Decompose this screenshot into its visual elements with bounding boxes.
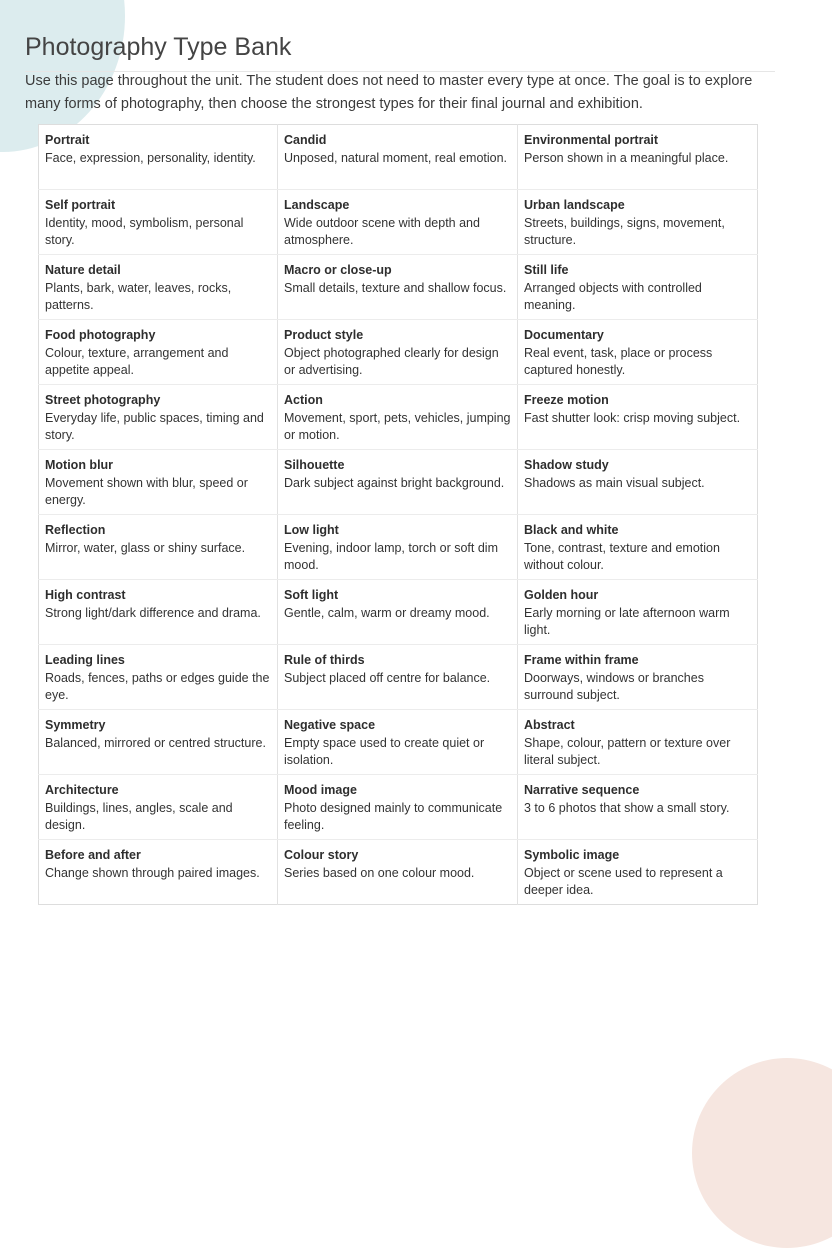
type-description: Early morning or late afternoon warm light. bbox=[524, 605, 730, 637]
type-name: Silhouette bbox=[284, 458, 345, 472]
table-row bbox=[39, 125, 758, 190]
table-cell bbox=[39, 515, 278, 580]
type-description: Fast shutter look: crisp moving subject. bbox=[524, 410, 741, 425]
table-row bbox=[39, 840, 758, 905]
type-name: Shadow study bbox=[524, 458, 609, 472]
type-name: Product style bbox=[284, 328, 364, 342]
type-name: Macro or close-up bbox=[284, 263, 392, 277]
type-name: Candid bbox=[284, 133, 327, 147]
type-name: Freeze motion bbox=[524, 393, 609, 407]
table-cell bbox=[39, 710, 278, 775]
type-description: Real event, task, place or process captured honestly. bbox=[524, 345, 713, 377]
type-description: Empty space used to create quiet or isolation. bbox=[284, 735, 485, 767]
table-cell bbox=[39, 385, 278, 450]
type-name: Action bbox=[284, 393, 323, 407]
table-cell bbox=[518, 645, 758, 710]
table-cell bbox=[518, 840, 758, 905]
type-description: Shadows as main visual subject. bbox=[524, 475, 705, 490]
type-name: Narrative sequence bbox=[524, 783, 640, 797]
type-description: Balanced, mirrored or centred structure. bbox=[45, 735, 266, 750]
table-row bbox=[39, 580, 758, 645]
table-cell bbox=[518, 450, 758, 515]
type-name: Mood image bbox=[284, 783, 357, 797]
table-cell bbox=[278, 190, 518, 255]
type-name: Landscape bbox=[284, 198, 350, 212]
type-name: Colour story bbox=[284, 848, 359, 862]
type-name: Motion blur bbox=[45, 458, 114, 472]
table-cell bbox=[518, 580, 758, 645]
photography-type-table bbox=[38, 124, 758, 905]
table-cell bbox=[278, 255, 518, 320]
table-row bbox=[39, 255, 758, 320]
type-description: Dark subject against bright background. bbox=[284, 475, 505, 490]
type-name: Self portrait bbox=[45, 198, 116, 212]
type-description: Strong light/dark difference and drama. bbox=[45, 605, 261, 620]
table-row bbox=[39, 710, 758, 775]
table-cell bbox=[518, 255, 758, 320]
table-row bbox=[39, 450, 758, 515]
type-name: Rule of thirds bbox=[284, 653, 365, 667]
table-cell bbox=[278, 710, 518, 775]
type-name: Abstract bbox=[524, 718, 575, 732]
type-description: Identity, mood, symbolism, personal story. bbox=[45, 215, 244, 247]
table-cell bbox=[278, 580, 518, 645]
type-description: Photo designed mainly to communicate feeling. bbox=[284, 800, 503, 832]
type-description: 3 to 6 photos that show a small story. bbox=[524, 800, 730, 815]
type-name: Golden hour bbox=[524, 588, 599, 602]
type-description: Object photographed clearly for design or advertising. bbox=[284, 345, 499, 377]
table-cell bbox=[518, 190, 758, 255]
type-description: Series based on one colour mood. bbox=[284, 865, 475, 880]
type-name: Documentary bbox=[524, 328, 604, 342]
type-description: Object or scene used to represent a deeper idea. bbox=[524, 865, 723, 897]
type-name: Street photography bbox=[45, 393, 161, 407]
table-cell bbox=[39, 645, 278, 710]
decorative-circle-bottom bbox=[692, 1058, 832, 1248]
table-cell bbox=[278, 385, 518, 450]
table-cell bbox=[39, 255, 278, 320]
type-name: Urban landscape bbox=[524, 198, 625, 212]
table-cell bbox=[518, 515, 758, 580]
type-description: Buildings, lines, angles, scale and design. bbox=[45, 800, 233, 832]
table-row bbox=[39, 775, 758, 840]
table-cell bbox=[39, 320, 278, 385]
type-description: Mirror, water, glass or shiny surface. bbox=[45, 540, 246, 555]
type-name: Negative space bbox=[284, 718, 376, 732]
table-cell bbox=[278, 125, 518, 190]
type-name: Soft light bbox=[284, 588, 339, 602]
type-description: Change shown through paired images. bbox=[45, 865, 260, 880]
type-description: Shape, colour, pattern or texture over literal subject. bbox=[524, 735, 731, 767]
table-cell bbox=[39, 840, 278, 905]
table-row bbox=[39, 645, 758, 710]
table-cell bbox=[39, 125, 278, 190]
table-cell bbox=[278, 840, 518, 905]
type-name: Portrait bbox=[45, 133, 90, 147]
type-description: Subject placed off centre for balance. bbox=[284, 670, 491, 685]
type-name: Still life bbox=[524, 263, 569, 277]
type-description: Colour, texture, arrangement and appetite appeal. bbox=[45, 345, 229, 377]
type-description: Arranged objects with controlled meaning. bbox=[524, 280, 702, 312]
type-name: Environmental portrait bbox=[524, 133, 659, 147]
table-cell bbox=[39, 450, 278, 515]
table-cell bbox=[278, 320, 518, 385]
table-cell bbox=[278, 450, 518, 515]
table-cell bbox=[518, 775, 758, 840]
type-description: Person shown in a meaningful place. bbox=[524, 150, 729, 165]
type-description: Plants, bark, water, leaves, rocks, patterns. bbox=[45, 280, 232, 312]
type-name: Low light bbox=[284, 523, 339, 537]
type-name: Food photography bbox=[45, 328, 156, 342]
type-name: Frame within frame bbox=[524, 653, 639, 667]
table-row bbox=[39, 190, 758, 255]
intro-paragraph: Use this page throughout the unit. The student does not need to master every type at once. The goal is to explore many forms of photography, then choose the strongest types for their final journal and exhibition. bbox=[25, 73, 753, 112]
type-description: Face, expression, personality, identity. bbox=[45, 150, 256, 165]
table-cell bbox=[39, 190, 278, 255]
type-description: Gentle, calm, warm or dreamy mood. bbox=[284, 605, 490, 620]
table-cell bbox=[518, 125, 758, 190]
type-description: Unposed, natural moment, real emotion. bbox=[284, 150, 508, 165]
type-description: Tone, contrast, texture and emotion without colour. bbox=[524, 540, 720, 572]
page-title: Photography Type Bank bbox=[25, 33, 292, 61]
table-cell bbox=[39, 775, 278, 840]
type-name: Symbolic image bbox=[524, 848, 620, 862]
type-name: Reflection bbox=[45, 523, 106, 537]
type-description: Everyday life, public spaces, timing and story. bbox=[45, 410, 264, 442]
type-description: Streets, buildings, signs, movement, structure. bbox=[524, 215, 725, 247]
type-description: Evening, indoor lamp, torch or soft dim mood. bbox=[284, 540, 498, 572]
type-name: Symmetry bbox=[45, 718, 106, 732]
type-description: Wide outdoor scene with depth and atmosphere. bbox=[284, 215, 480, 247]
type-name: Architecture bbox=[45, 783, 119, 797]
table-cell bbox=[518, 710, 758, 775]
type-description: Small details, texture and shallow focus. bbox=[284, 280, 507, 295]
type-description: Movement, sport, pets, vehicles, jumping or motion. bbox=[284, 410, 511, 442]
table-row bbox=[39, 385, 758, 450]
type-description: Movement shown with blur, speed or energy. bbox=[45, 475, 248, 507]
table-row bbox=[39, 515, 758, 580]
type-name: Before and after bbox=[45, 848, 141, 862]
table-cell bbox=[39, 580, 278, 645]
table-cell bbox=[518, 385, 758, 450]
type-name: Leading lines bbox=[45, 653, 125, 667]
table-cell bbox=[278, 645, 518, 710]
table-row bbox=[39, 320, 758, 385]
type-name: Nature detail bbox=[45, 263, 121, 277]
table-cell bbox=[518, 320, 758, 385]
type-name: High contrast bbox=[45, 588, 126, 602]
table-cell bbox=[278, 515, 518, 580]
type-name: Black and white bbox=[524, 523, 619, 537]
type-description: Roads, fences, paths or edges guide the eye. bbox=[45, 670, 270, 702]
type-description: Doorways, windows or branches surround subject. bbox=[524, 670, 704, 702]
table-cell bbox=[278, 775, 518, 840]
